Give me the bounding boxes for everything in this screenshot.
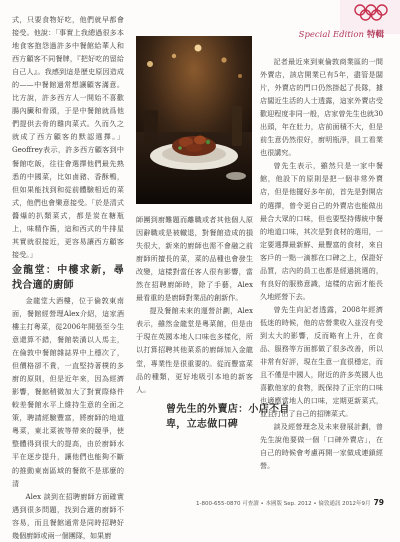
article-column-3 (260, 55, 383, 495)
paragraph: 師團到廚難題而離職或者其他個人原因辭職或是被轍退，對餐館造成的損失很大，新來的廚師也需不會融之前廚師所擅長的菜，菜的品種也會發生改變，這樣對當任客人很有影響，當然在招聘廚師時，除了手藝，Alex 最看重的是廚師對業品的創新作。 (136, 215, 253, 303)
paragraph: 提及餐館未來的運營計劃，Alex 表示，雖然金龍堂是粵菜館，但是由于現在英國本地人口味也多樣化，所以打算招聘其他菜系的廚師加入金龍堂，專業性是很重要的。從而豐富菜品的種類，更好地吸引本地的新客人。 (136, 306, 253, 394)
article-column-1 (12, 13, 124, 540)
article-column-2 (136, 213, 253, 493)
edition-label-en: Special Edition (298, 30, 364, 40)
section-subhead: 曾先生的外賣店：小店不自卑，立志做口碑 (166, 404, 290, 430)
paragraph: 記者最近來到東倫敦商業區的一間外賣店，該店開業已有5年，盡管是闆片，外賣店的門口仍然掛起了長隊，據店闆近生活的人士透露，這家外賣店受歡迎程度非同一般，店家曾先生也就30出頭，年在壯力，店前面積不大，但是前生意仍然很好，廚明瓶淨，員工看業也很講究。 (260, 57, 383, 158)
restaurant-dish-photo (136, 36, 252, 204)
section-subhead: 金龍堂：中樓求新，尋找合適的廚師 (12, 264, 124, 291)
paragraph: 式，只要食物好吃，他們就早都會接受。他說：「事實上我總過很多本地食客抱怨過許多中餐館給華人和西方顧客不同餐牌，『把好吃的留給自己人』。我感到這是歷史原因造成的——中餐館過常想讓顧客滿意。比方說，許多西方人一開始不喜歡腸內臟和骨頭，于是中餐館就爲他們提供去骨的雞肉菜式。久而久之就成了西方顧客的默認選擇。」Geoffrey表示，許多西方顧客到中餐館吃飯，往往會選擇他們最先熟悉的中國菜，比如鹵豬、香酥鴨，但如果能找到和從前體驗相近的菜式，他們也會樂意接受。「於是清式醬爆的扒類菜式，都是炭在糖瓶上，味精作酱，這和西式的牛排星其實就很接近，更容易讓西方顧客接受。」 (12, 15, 124, 259)
paragraph: Alex 談到在招聘廚師方面確實遇到很多問題，找到合適的廚師不容易，而且餐館通常是同時招聘好幾個廚師或兩一個團隊，如果廚 (12, 491, 124, 540)
paragraph: 談及經營理念及未來發展計劃，曾先生說他要做一個「口碑外賣店」，在自己的時候會考慮再開一家做成連鎖經營。 (260, 422, 383, 471)
page-number: 79 (373, 498, 384, 507)
paragraph: 曾先生向記者透露，2008年經濟低迷的時候，他的店營業收入並沒有受到太大的影響，反而略有上升，在食品、服務等方面都做了很多改善，所以非常有好評，現在生意一直很穩定，而且不僅是中國人，附近的許多英國人也喜歡他家的食物，既保持了正宗的口味也適應當地人的口味，定期更新菜式，並且打出了自己的招牌菜式。 (260, 304, 383, 419)
page-footer (0, 498, 384, 507)
paragraph: 曾先生表示，雖然只是一家中餐館，他設下的原則是把一個非常外賣店，但是他擺好多年前，首先是對開店的選擇，曾令更自己的外賣店也能做出最合大眾的口味，但也要堅持傳統中餐的地道口味，其次是對食材的選用，一定要選擇最新鮮、最豐富的食材，來自客戶的一點一滴都在口碑之上，保證好品質，店內的員工也都是經過挑選的，有良好的服務意識，這樣的店面才能長久地經營下去。 (260, 161, 383, 301)
paragraph: 金龍堂大酒樓，位于倫敦東南面，餐館經營理Alex介紹，這家酒樓主打粵菜，從2006年開張至今生意還算不錯，餐館裝潢以人馬主，在倫敦中餐館雜誌界中上穩次了，但價格卻不貴，一直堅持著樸的多廚的原則，但是近年來，因為經濟影響，餐館稍微加大了對實際條件較差餐館水平上維持生意的全面之策，聘請經驗豐富，將廚師的地道粵菜，東北菜被等帶來的競爭，使整體得到很大的提高，由於廚師水平在逐步提升，讓他們也能夠不斷的推動東南區域的餐飲不是那麼的清 (12, 295, 124, 488)
footer-text: 1-800-655-0870 可查讀 • 本國版 Sep. 2012 • 倫敦通訊 2012年9月 (196, 501, 371, 507)
edition-label-cn: 特輯 (366, 30, 384, 40)
special-edition-label (299, 28, 384, 40)
